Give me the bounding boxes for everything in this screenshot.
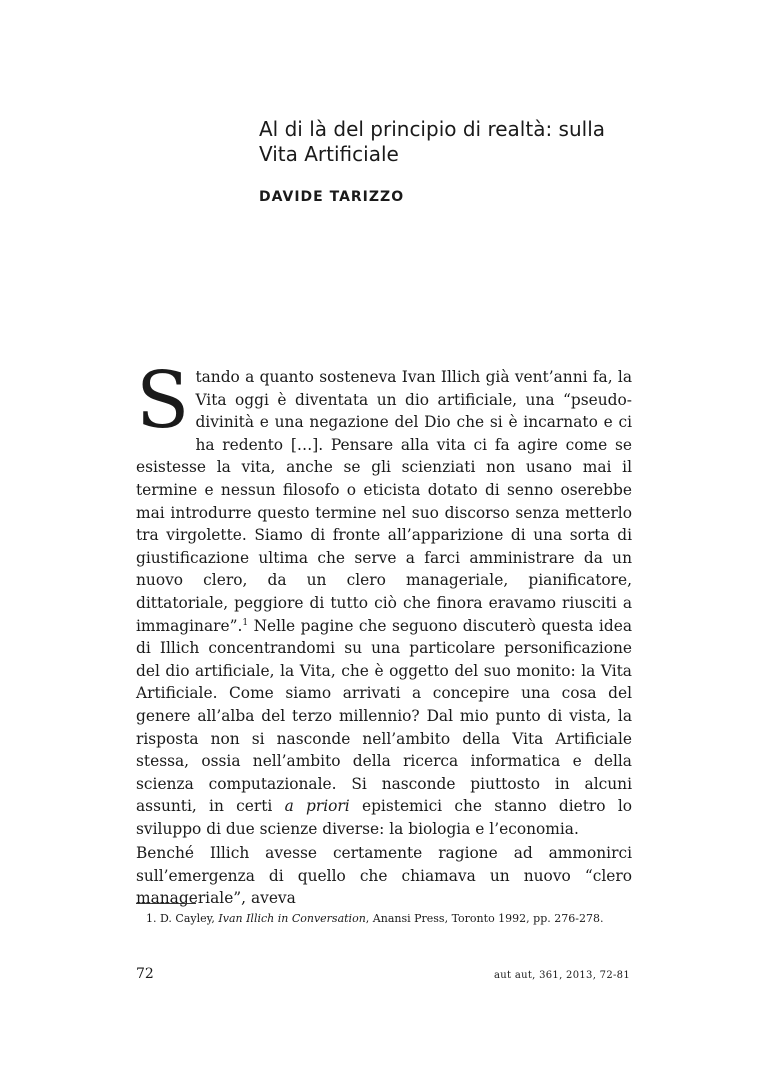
footnote-title: Ivan Illich in Conversation (218, 912, 366, 925)
body-paragraph-1 (136, 356, 633, 840)
footnote-suffix: , Anansi Press, Toronto 1992, pp. 276-278. (365, 912, 604, 925)
article-author: DAVIDE TARIZZO (259, 189, 405, 205)
body-paragraph-1-text-c: epistemici che stanno dietro lo sviluppo di due scienze diverse: la biologia e l’economia. (136, 797, 633, 838)
article-title-line-2: Vita Artificiale (259, 142, 399, 166)
article-title-line-1: Al di là del principio di realtà: sulla (259, 117, 606, 141)
body-paragraph-2: Benché Illich avesse certamente ragione ad ammonirci sull’emergenza di quello che chiamava un nuovo “clero manageriale”, aveva (136, 844, 632, 908)
footnote (146, 911, 626, 926)
drop-cap: S (136, 356, 190, 446)
body-paragraph-1-italic: a priori (284, 797, 350, 816)
article-title (259, 117, 679, 167)
footnote-reference: 1 (242, 617, 249, 628)
running-footer: aut aut, 361, 2013, 72-81 (494, 970, 630, 981)
footnote-divider (136, 903, 196, 904)
page-number: 72 (136, 966, 154, 982)
body-paragraph-1-text-a: tando a quanto sosteneva Ivan Illich già vent’anni fa, la Vita oggi è diventata un dio artificiale, una “pseudo-divinità e una negazione del Dio che si è incarnato e ci ha redento […]. Pensare alla vita ci fa agire come se esistesse la vita, anche se gli scienziati non usano mai il termine e nessun filosofo o eticista dotato di senno oserebbe mai introdurre questo termine nel suo discorso senza metterlo tra virgolette. Siamo di fronte all’apparizione di una sorta di giustificazione ultima che serve a farci amministrare da un nuovo clero, da un clero manageriale, pianificatore, dittatoriale, peggiore di tutto ciò che finora eravamo riusciti a immaginare”. (136, 368, 632, 635)
body-paragraph-1-text-b: Nelle pagine che seguono discuterò questa idea di Illich concentrandomi su una particolare personificazione del dio artificiale, la Vita, che è oggetto del suo monito: la Vita Artificiale. Come siamo arrivati a concepire una cosa del genere all’alba del terzo millennio? Dal mio punto di vista, la risposta non si nasconde nell’ambito della Vita Artificiale stessa, ossia nell’ambito della ricerca informatica e della scienza computazionale. Si nasconde piuttosto in alcuni assunti, in certi (136, 616, 632, 816)
footnote-prefix: 1. D. Cayley, (146, 912, 219, 925)
